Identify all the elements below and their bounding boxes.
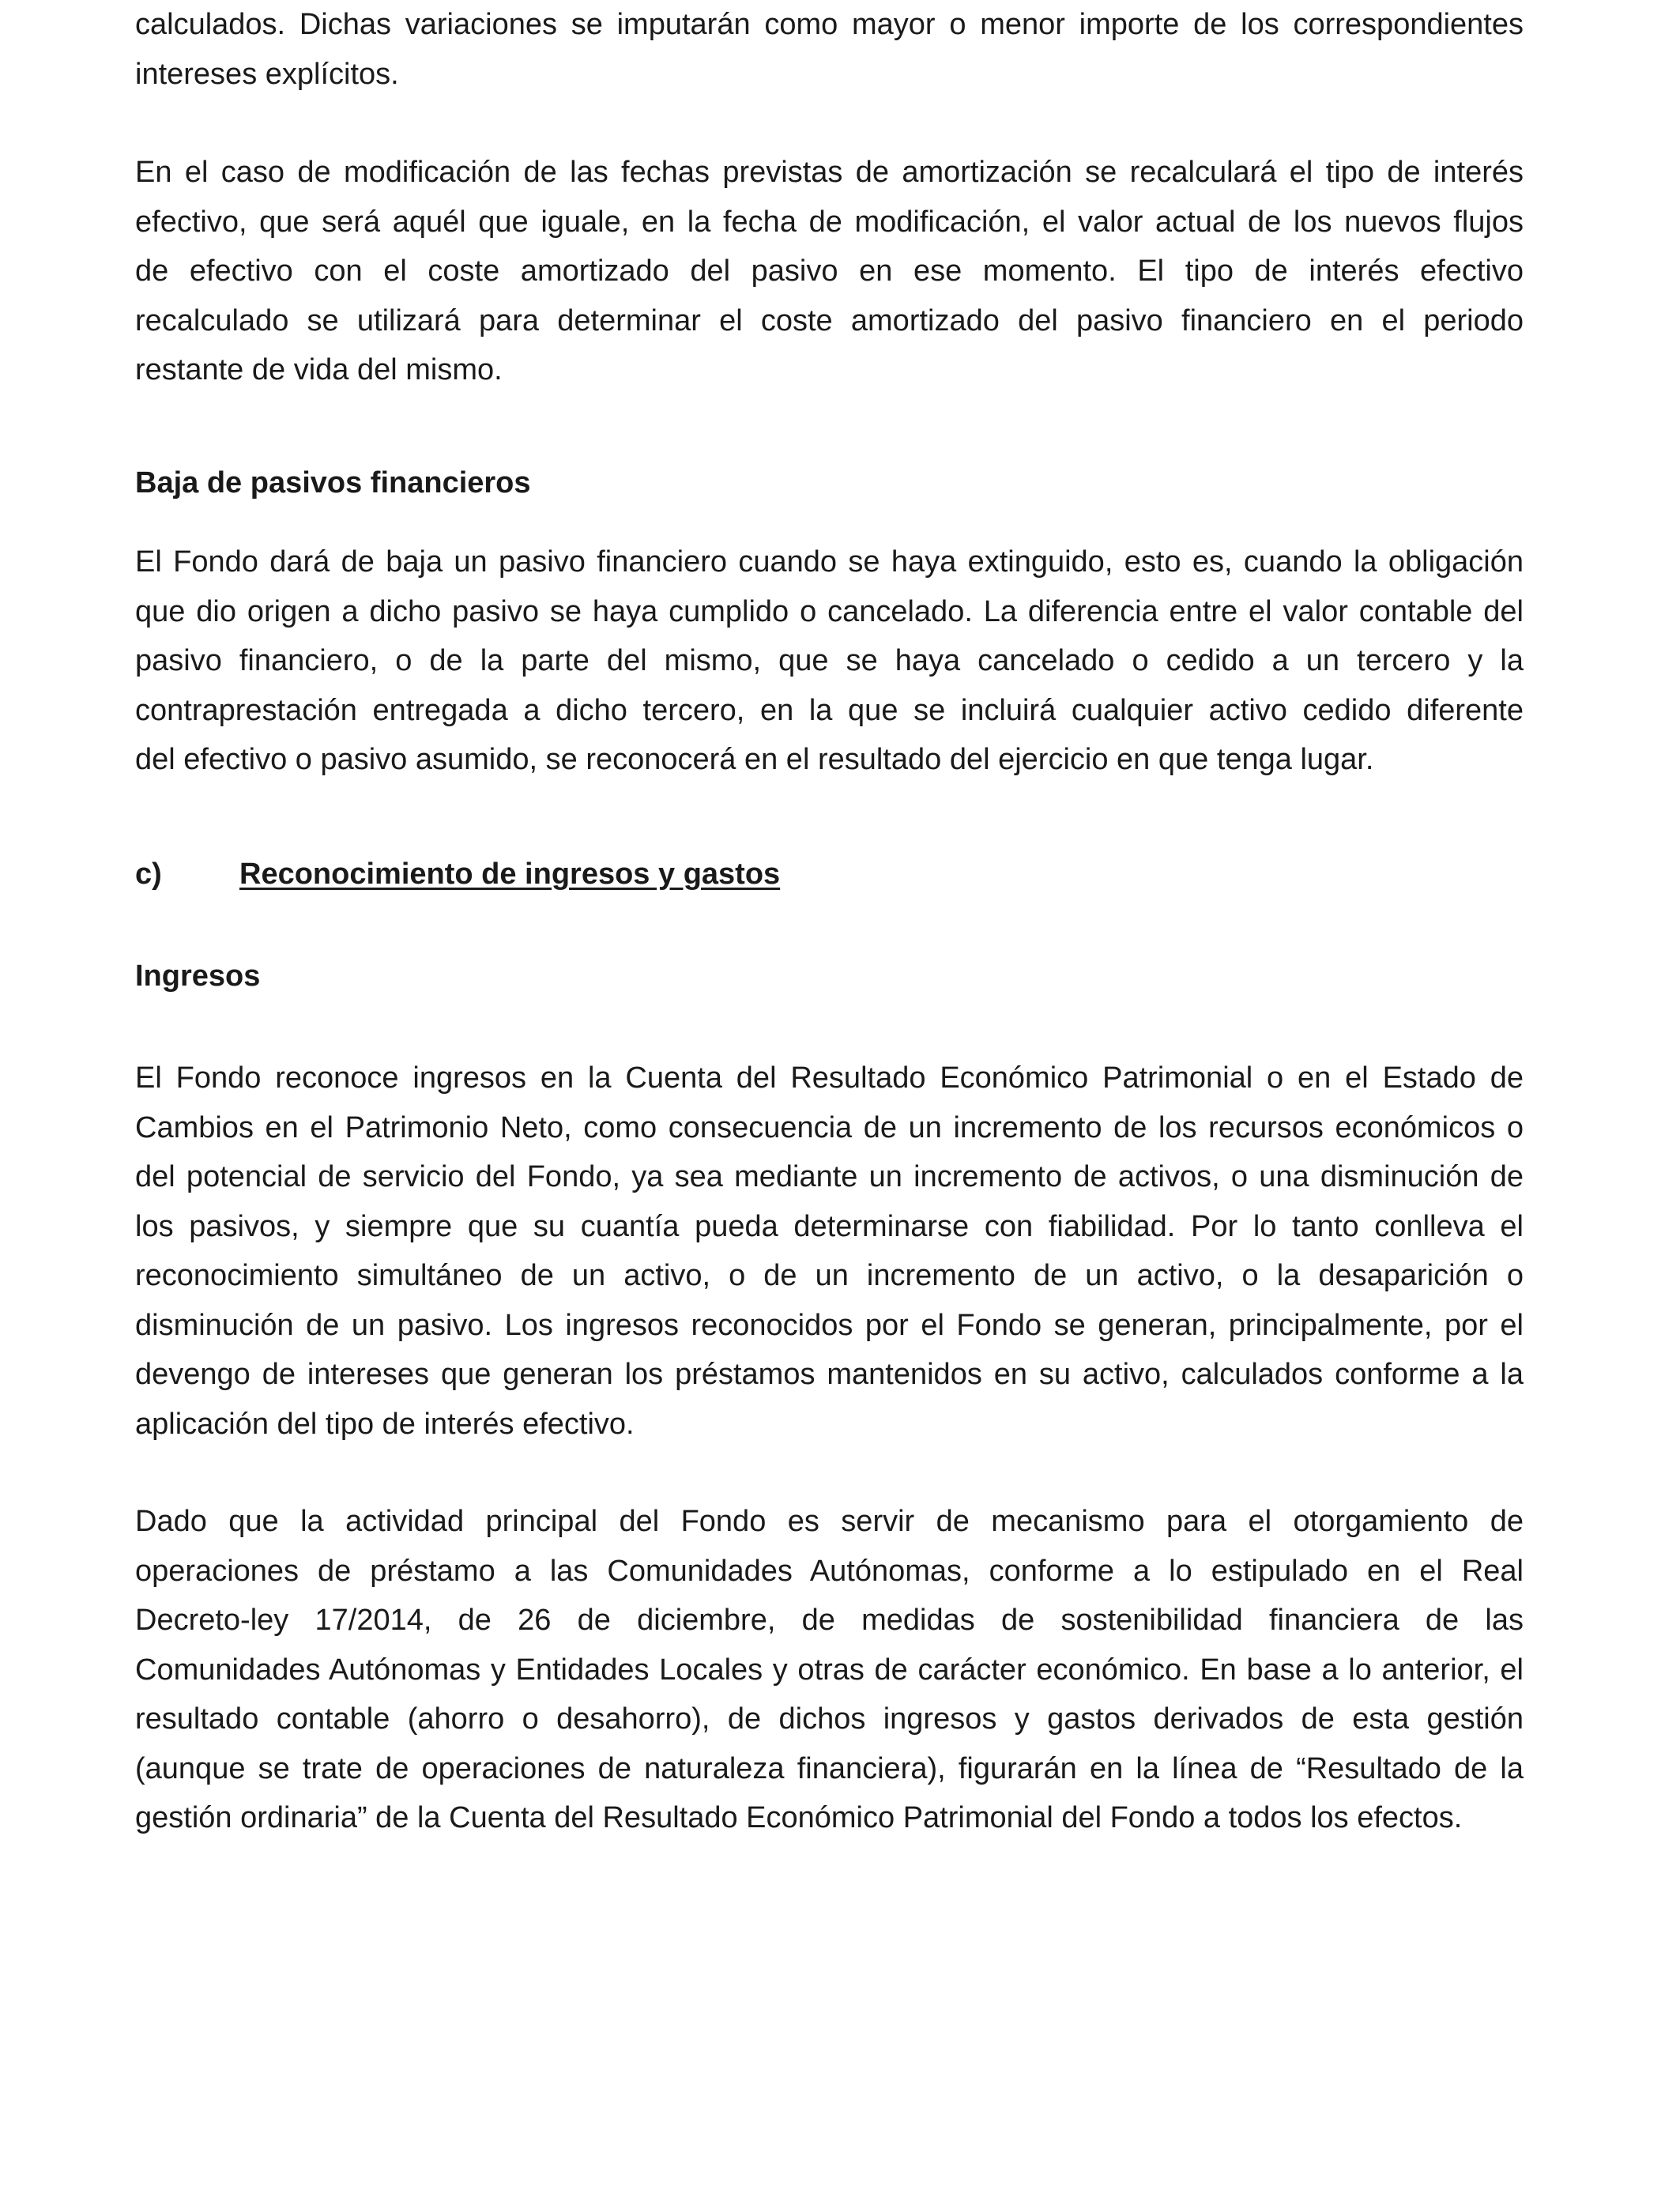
text-line: calculados. Dichas variaciones se imputarán como mayor o menor importe de los correspondientes <box>135 8 1524 41</box>
text-line: Cambios en el Patrimonio Neto, como consecuencia de un incremento de los recursos económicos o <box>135 1110 1524 1144</box>
text-line: operaciones de préstamo a las Comunidades Autónomas, conforme a lo estipulado en el Real <box>135 1554 1524 1588</box>
section-letter: c) <box>135 858 162 891</box>
text-line: pasivo financiero, o de la parte del mismo, que se haya cancelado o cedido a un tercero y la <box>135 644 1524 677</box>
paragraph-ingresos <box>135 1054 1524 1449</box>
text-line: reconocimiento simultáneo de un activo, o de un incremento de un activo, o la desaparición o <box>135 1259 1524 1292</box>
heading-baja-pasivos: Baja de pasivos financieros <box>135 466 531 499</box>
text-line: resultado contable (ahorro o desahorro), de dichos ingresos y gastos derivados de esta gestión <box>135 1702 1524 1736</box>
text-line: El Fondo reconoce ingresos en la Cuenta del Resultado Económico Patrimonial o en el Estado de <box>135 1061 1524 1095</box>
paragraph-modificacion <box>135 148 1524 395</box>
text-line: del efectivo o pasivo asumido, se reconocerá en el resultado del ejercicio en que tenga lugar. <box>135 743 1374 776</box>
section-title: Reconocimiento de ingresos y gastos <box>239 858 781 891</box>
text-line: los pasivos, y siempre que su cuantía pueda determinarse con fiabilidad. Por lo tanto conlleva el <box>135 1209 1524 1243</box>
paragraph-actividad-principal <box>135 1497 1524 1843</box>
text-line: contraprestación entregada a dicho tercero, en la que se incluirá cualquier activo cedido diferente <box>135 693 1524 727</box>
text-line: de efectivo con el coste amortizado del pasivo en ese momento. El tipo de interés efectivo <box>135 254 1524 288</box>
text-line: gestión ordinaria” de la Cuenta del Resultado Económico Patrimonial del Fondo a todos los efectos. <box>135 1801 1463 1834</box>
text-line: devengo de intereses que generan los préstamos mantenidos en su activo, calculados conforme a la <box>135 1358 1524 1391</box>
paragraph-intro <box>135 0 1524 99</box>
paragraph-baja <box>135 537 1524 785</box>
text-line: intereses explícitos. <box>135 57 399 91</box>
text-line: restante de vida del mismo. <box>135 353 503 386</box>
text-line: que dio origen a dicho pasivo se haya cumplido o cancelado. La diferencia entre el valor contable del <box>135 594 1524 628</box>
text-line: Decreto-ley 17/2014, de 26 de diciembre, de medidas de sostenibilidad financiera de las <box>135 1604 1524 1637</box>
heading-ingresos: Ingresos <box>135 959 261 993</box>
text-line: disminución de un pasivo. Los ingresos reconocidos por el Fondo se generan, principalmente, por el <box>135 1308 1524 1342</box>
section-c-heading <box>135 850 1524 899</box>
text-line: (aunque se trate de operaciones de naturaleza financiera), figurarán en la línea de “Resultado de la <box>135 1751 1524 1785</box>
text-line: recalculado se utilizará para determinar el coste amortizado del pasivo financiero en el periodo <box>135 303 1524 337</box>
text-line: En el caso de modificación de las fechas previstas de amortización se recalculará el tipo de interés <box>135 156 1524 189</box>
text-line: efectivo, que será aquél que iguale, en la fecha de modificación, el valor actual de los nuevos flujos <box>135 205 1524 239</box>
text-line: Comunidades Autónomas y Entidades Locales y otras de carácter económico. En base a lo anterior, el <box>135 1653 1524 1687</box>
text-line: del potencial de servicio del Fondo, ya sea mediante un incremento de activos, o una disminución de <box>135 1160 1524 1193</box>
text-line: aplicación del tipo de interés efectivo. <box>135 1407 635 1441</box>
text-line: Dado que la actividad principal del Fondo es servir de mecanismo para el otorgamiento de <box>135 1505 1524 1538</box>
text-line: El Fondo dará de baja un pasivo financiero cuando se haya extinguido, esto es, cuando la obligación <box>135 545 1524 579</box>
